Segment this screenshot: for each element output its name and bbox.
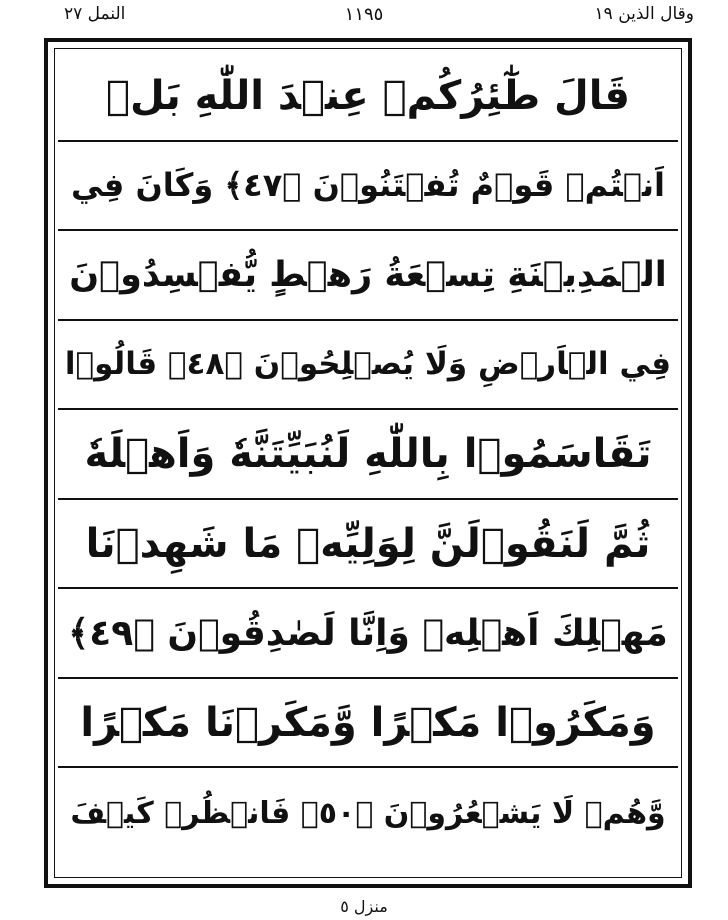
page-number: ١١٩٥ <box>344 4 384 25</box>
verse-text: اَنۡتُمۡ قَوۡمٌ تُفۡتَنُوۡنَ ﴿٤٧﴾ وَكَانَ فِي <box>70 166 666 205</box>
text-line <box>58 142 678 232</box>
verse-text: وَّهُمۡ لَا يَشۡعُرُوۡنَ ﴿٥٠﴾ فَانۡظُرۡ كَيۡفَ <box>70 795 666 831</box>
surah-label: النمل ٢٧ <box>64 4 126 24</box>
manzil-label: منزل ٥ <box>340 897 388 916</box>
page-border <box>44 38 692 888</box>
text-line <box>58 410 678 500</box>
verse-text: تَقَاسَمُوۡا بِاللّٰهِ لَنُبَيِّتَنَّهٗ وَاَهۡلَهٗ <box>84 430 652 477</box>
text-line <box>58 679 678 769</box>
text-line <box>58 500 678 590</box>
text-line <box>58 52 678 142</box>
text-line <box>58 768 678 858</box>
verse-text: وَمَكَرُوۡا مَكۡرًا وَّمَكَرۡنَا مَكۡرًا <box>80 699 656 746</box>
juz-label: وقال الذين ١٩ <box>594 4 694 24</box>
text-line <box>58 231 678 321</box>
verse-text: الۡمَدِيۡنَةِ تِسۡعَةُ رَهۡطٍ يُّفۡسِدُوۡنَ <box>69 254 667 295</box>
text-lines <box>58 52 678 874</box>
verse-text: مَهۡلِكَ اَهۡلِهٖ وَاِنَّا لَصٰدِقُوۡنَ ﴿٤٩﴾ <box>68 612 668 654</box>
text-line <box>58 321 678 411</box>
verse-text: فِي الۡاَرۡضِ وَلَا يُصۡلِحُوۡنَ ﴿٤٨﴾ قَالُوۡا <box>64 346 672 383</box>
verse-text: قَالَ طٰٓئِرُكُمۡ عِنۡدَ اللّٰهِ بَلۡ <box>106 72 630 119</box>
verse-text: ثُمَّ لَنَقُوۡلَنَّ لِوَلِيِّهٖ مَا شَهِدۡنَا <box>85 520 651 567</box>
text-line <box>58 589 678 679</box>
